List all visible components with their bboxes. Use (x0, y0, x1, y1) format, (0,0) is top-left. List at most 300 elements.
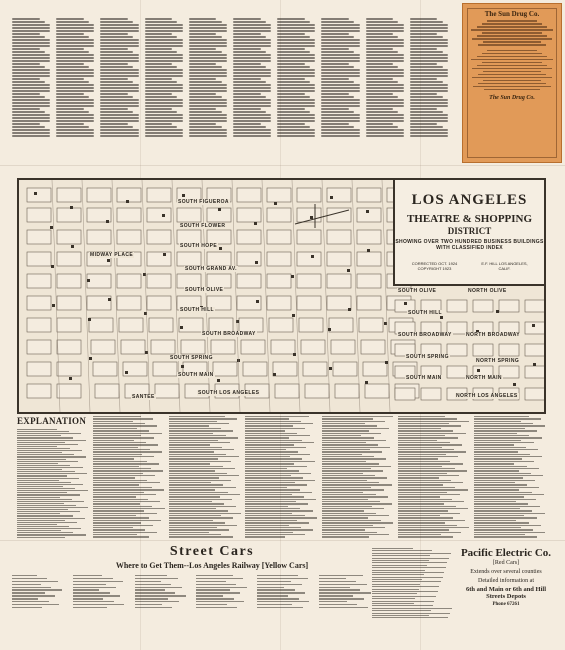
fine-print-line (366, 120, 404, 122)
city-block (57, 252, 81, 266)
fine-print-line (12, 51, 45, 53)
fine-print-line (73, 598, 103, 599)
building-marker (293, 353, 296, 356)
fine-print-line (189, 90, 227, 92)
fine-print-line (372, 584, 420, 585)
fine-print-line (372, 610, 431, 611)
fine-print-line (245, 433, 297, 434)
fine-print-line (100, 63, 128, 65)
fine-print-line (474, 513, 545, 514)
fine-print-line (398, 534, 441, 535)
city-block (447, 344, 467, 356)
fine-print-line (398, 454, 446, 455)
fine-print-line (12, 120, 50, 122)
building-marker (533, 363, 536, 366)
street-index-columns (12, 18, 448, 142)
fine-print-line (56, 111, 89, 113)
city-block (147, 252, 171, 266)
building-marker (69, 377, 72, 380)
fine-print-line (257, 578, 308, 579)
fine-print-line (12, 587, 51, 588)
fine-print-line (169, 466, 222, 467)
city-block (57, 296, 81, 310)
fine-print-line (169, 461, 230, 462)
fine-print-line (189, 99, 227, 101)
fine-print-line (135, 595, 186, 596)
building-marker (311, 255, 314, 258)
fine-print-line (321, 87, 359, 89)
building-marker (440, 316, 443, 319)
fine-print-line (410, 51, 443, 53)
fine-print-line (17, 469, 62, 470)
fine-print-line (12, 132, 50, 134)
city-block (27, 208, 51, 222)
city-block (27, 296, 51, 310)
fine-print-line (17, 505, 76, 506)
fine-print-line (233, 24, 271, 26)
city-block (301, 340, 325, 354)
fine-print-line (366, 18, 394, 20)
fine-print-line (245, 475, 290, 476)
fine-print-line (398, 522, 445, 523)
fine-print-line (322, 501, 380, 502)
fine-print-line (398, 499, 452, 500)
building-marker (329, 367, 332, 370)
fine-print-line (245, 466, 306, 467)
fine-print-line (145, 90, 183, 92)
fine-print-line (233, 30, 271, 32)
fine-print-line (366, 99, 404, 101)
street-label: SOUTH HILL (408, 310, 442, 316)
fine-print-line (93, 508, 164, 509)
fine-print-line (245, 496, 303, 497)
building-marker (291, 275, 294, 278)
building-marker (145, 351, 148, 354)
directory-column (17, 416, 89, 538)
city-block (237, 274, 261, 288)
fine-print-line (366, 111, 399, 113)
fine-print-line (56, 108, 84, 110)
building-marker (108, 298, 111, 301)
fine-print-line (322, 416, 393, 417)
fine-print-line (169, 532, 209, 533)
building-marker (163, 253, 166, 256)
fine-print-line (233, 21, 266, 23)
fine-print-line (474, 473, 531, 474)
fine-print-line (169, 534, 221, 535)
fine-print-line (245, 501, 295, 502)
map-subtitle: THEATRE & SHOPPING (406, 213, 533, 225)
fine-print-line (12, 48, 40, 50)
fine-print-line (169, 437, 238, 438)
fine-print-line (321, 45, 359, 47)
fine-print-line (372, 586, 439, 587)
fine-print-line (56, 84, 94, 86)
fine-print-line (245, 442, 314, 443)
fine-print-line (93, 489, 164, 490)
fine-print-line (277, 120, 315, 122)
city-block (273, 362, 297, 376)
city-block (87, 208, 111, 222)
fine-print-line (17, 478, 79, 479)
fine-print-line (17, 526, 69, 527)
index-column (321, 18, 359, 142)
fine-print-line (189, 123, 217, 125)
building-marker (348, 308, 351, 311)
fine-print-line (277, 27, 315, 29)
fine-print-line (398, 525, 457, 526)
fine-print-line (73, 607, 107, 608)
fine-print-line (366, 105, 404, 107)
fine-print-line (145, 111, 178, 113)
fine-print-line (135, 607, 173, 608)
fine-print-line (366, 63, 394, 65)
city-block (447, 300, 467, 312)
fine-print-line (410, 75, 448, 77)
fine-print-line (410, 21, 443, 23)
fine-print-line (233, 111, 266, 113)
fine-print-line (322, 461, 367, 462)
fine-print-line (277, 51, 310, 53)
fine-print-line (410, 72, 448, 74)
fine-print-line (245, 494, 291, 495)
fine-print-line (145, 42, 183, 44)
pe-subtitle: [Red Cars] (492, 560, 520, 566)
fine-print-line (93, 522, 141, 523)
fine-print-line (73, 601, 113, 602)
fine-print-line (12, 108, 40, 110)
fine-print-line (366, 96, 399, 98)
building-marker (404, 302, 407, 305)
fine-print-line (196, 601, 244, 602)
fine-print-line (319, 578, 346, 579)
fine-print-line (93, 484, 139, 485)
fine-print-line (474, 428, 525, 429)
fine-print-line (12, 84, 50, 86)
street-label: SOUTH GRAND AV. (185, 266, 237, 272)
fine-print-line (277, 45, 315, 47)
fine-print-line (189, 45, 227, 47)
fine-print-line (372, 567, 446, 568)
fine-print-line (135, 581, 161, 582)
fine-print-line (93, 529, 145, 530)
city-block (361, 340, 385, 354)
street-label: SOUTH LOS ANGELES (198, 390, 260, 396)
fine-print-line (372, 548, 413, 549)
fine-print-line (100, 132, 138, 134)
fine-print-line (372, 593, 417, 594)
fine-print-line (100, 81, 133, 83)
fine-print-line (233, 48, 261, 50)
fine-print-line (100, 33, 128, 35)
fine-print-line (145, 93, 173, 95)
fine-print-line (17, 499, 72, 500)
fine-print-line (372, 617, 448, 618)
fine-print-line (322, 437, 374, 438)
city-block (93, 362, 117, 376)
city-block (327, 188, 351, 202)
fine-print-line (398, 470, 467, 471)
fine-print-line (474, 496, 524, 497)
fine-print-line (145, 129, 183, 131)
city-block (209, 318, 233, 332)
fine-print-line (398, 508, 469, 509)
fine-print-line (322, 456, 375, 457)
fine-print-line (100, 69, 138, 71)
city-block (473, 300, 493, 312)
fine-print-line (245, 520, 296, 521)
fine-print-line (100, 93, 128, 95)
fine-print-line (245, 458, 302, 459)
fine-print-line (73, 575, 102, 576)
fine-print-line (474, 484, 527, 485)
fine-print-line (12, 66, 45, 68)
fine-print-line (245, 425, 293, 426)
building-marker (236, 320, 239, 323)
fine-print-line (56, 96, 89, 98)
fine-print-line (410, 39, 448, 41)
fine-print-line (93, 492, 143, 493)
fine-print-line (474, 489, 519, 490)
fine-print-line (169, 451, 214, 452)
building-marker (330, 196, 333, 199)
fine-print-line (189, 21, 222, 23)
fine-print-line (398, 421, 469, 422)
fine-print-line (56, 18, 84, 20)
fine-print-line (366, 57, 404, 59)
fine-print-line (398, 425, 461, 426)
fine-print-line (398, 475, 459, 476)
city-block (177, 208, 201, 222)
fine-print-line (12, 123, 40, 125)
fine-print-line (398, 477, 439, 478)
fine-print-line (474, 515, 524, 516)
fine-print-line (17, 530, 61, 531)
fine-print-line (474, 487, 540, 488)
fine-print-line (321, 72, 359, 74)
fine-print-line (93, 501, 160, 502)
fine-print-line (233, 105, 271, 107)
fine-print-line (321, 33, 349, 35)
fine-print-line (93, 416, 141, 417)
fine-print-line (135, 598, 169, 599)
fine-print-line (93, 418, 153, 419)
fine-print-line (245, 515, 304, 516)
fine-print-line (135, 584, 172, 585)
fine-print-line (17, 509, 68, 510)
fine-print-line (398, 536, 454, 537)
fine-print-line (17, 444, 78, 445)
fine-print-line (196, 592, 240, 593)
building-marker (384, 322, 387, 325)
fine-print-line (100, 24, 138, 26)
route-column (319, 575, 374, 608)
fine-print-line (398, 418, 457, 419)
fine-print-line (233, 114, 271, 116)
fine-print-line (233, 81, 266, 83)
city-block (335, 384, 359, 398)
fine-print-line (169, 517, 232, 518)
fine-print-line (322, 428, 390, 429)
fine-print-line (17, 515, 73, 516)
fine-print-line (169, 447, 222, 448)
city-block (57, 340, 81, 354)
fine-print-line (372, 577, 443, 578)
city-block (525, 366, 544, 378)
fine-print-line (233, 69, 271, 71)
fine-print-line (189, 39, 227, 41)
street-label: NORTH BROADWAY (466, 332, 521, 338)
fine-print-line (474, 461, 535, 462)
fine-print-line (410, 90, 448, 92)
explanation-heading: EXPLANATION (17, 416, 87, 426)
fine-print-line (319, 589, 360, 590)
fine-print-line (93, 463, 159, 464)
fine-print-line (233, 90, 271, 92)
fine-print-line (233, 96, 266, 98)
fine-print-line (135, 575, 168, 576)
index-column (366, 18, 404, 142)
fine-print-line (145, 60, 183, 62)
fine-print-line (474, 522, 529, 523)
fine-print-line (322, 508, 385, 509)
street-label: SOUTH SPRING (170, 355, 213, 361)
city-block (153, 362, 177, 376)
fine-print-line (245, 428, 305, 429)
city-block (525, 300, 544, 312)
index-column (233, 18, 271, 142)
fine-print-line (372, 581, 441, 582)
fine-print-line (17, 513, 60, 514)
fine-print-line (321, 123, 349, 125)
fine-print-line (100, 126, 133, 128)
city-block (395, 388, 415, 400)
street-label: SOUTH BROADWAY (202, 331, 256, 337)
fine-print-line (169, 520, 212, 521)
city-block (179, 318, 203, 332)
fine-print-line (145, 114, 183, 116)
city-block (297, 252, 321, 266)
fine-print-line (12, 87, 50, 89)
fine-print-line (474, 454, 530, 455)
fine-print-line (145, 126, 178, 128)
fold-line (0, 540, 565, 541)
fine-print-line (277, 93, 305, 95)
fine-print-line (17, 532, 73, 533)
fine-print-line (189, 129, 227, 131)
fine-print-line (233, 72, 271, 74)
fine-print-line (93, 525, 153, 526)
fine-print-line (233, 129, 271, 131)
fine-print-line (56, 99, 94, 101)
city-block (57, 188, 81, 202)
fine-print-line (145, 54, 183, 56)
fine-print-line (145, 87, 183, 89)
fine-print-line (366, 51, 399, 53)
city-block (327, 230, 351, 244)
fine-print-line (322, 425, 378, 426)
fine-print-line (398, 489, 468, 490)
fine-print-line (93, 503, 140, 504)
fine-print-line (17, 459, 66, 460)
city-block (525, 344, 544, 356)
fine-print-line (100, 114, 138, 116)
fine-print-line (100, 60, 138, 62)
fine-print-line (474, 525, 541, 526)
fine-print-line (17, 448, 70, 449)
fine-print-line (245, 461, 314, 462)
city-block (87, 274, 111, 288)
fine-print-line (189, 75, 227, 77)
fine-print-line (233, 57, 271, 59)
fine-print-line (398, 501, 464, 502)
fine-print-line (56, 36, 89, 38)
street-label: SOUTH HILL (180, 307, 214, 313)
fine-print-line (135, 589, 165, 590)
fine-print-line (12, 135, 50, 137)
street-cars-subtitle: Where to Get Them--Los Angeles Railway [Yellow Cars] (115, 561, 309, 570)
fine-print-line (410, 18, 438, 20)
fine-print-line (410, 66, 443, 68)
fine-print-line (189, 84, 227, 86)
fine-print-line (169, 529, 229, 530)
fine-print-line (398, 416, 445, 417)
fine-print-line (169, 510, 228, 511)
city-block (89, 318, 113, 332)
fine-print-line (169, 536, 233, 537)
fine-print-line (93, 527, 133, 528)
fine-print-line (322, 468, 371, 469)
fine-print-line (372, 574, 424, 575)
city-block (95, 384, 119, 398)
fine-print-line (233, 27, 271, 29)
fine-print-line (277, 129, 315, 131)
directory-column (245, 416, 317, 538)
city-block (499, 300, 519, 312)
fine-print-line (93, 423, 145, 424)
fine-print-line (189, 63, 217, 65)
fine-print-line (17, 488, 75, 489)
map-credits (407, 261, 532, 271)
fine-print-line (233, 117, 271, 119)
fine-print-line (322, 510, 365, 511)
city-block (447, 366, 467, 378)
fine-print-line (56, 114, 94, 116)
fine-print-line (322, 525, 373, 526)
fine-print-line (321, 117, 359, 119)
fine-print-line (366, 21, 399, 23)
fine-print-line (12, 45, 50, 47)
building-marker (143, 273, 146, 276)
fine-print-line (398, 494, 460, 495)
fine-print-line (398, 451, 467, 452)
city-block (27, 274, 51, 288)
fine-print-line (145, 39, 183, 41)
fine-print-line (169, 463, 210, 464)
fine-print-line (322, 482, 380, 483)
fine-print-line (474, 499, 536, 500)
fine-print-line (56, 24, 94, 26)
fine-print-line (145, 99, 183, 101)
fine-print-line (169, 421, 217, 422)
fine-print-line (398, 520, 465, 521)
fine-print-line (321, 27, 359, 29)
fine-print-line (196, 607, 237, 608)
fine-print-line (145, 27, 183, 29)
fine-print-line (398, 430, 454, 431)
fine-print-line (169, 454, 226, 455)
fine-print-line (366, 54, 404, 56)
